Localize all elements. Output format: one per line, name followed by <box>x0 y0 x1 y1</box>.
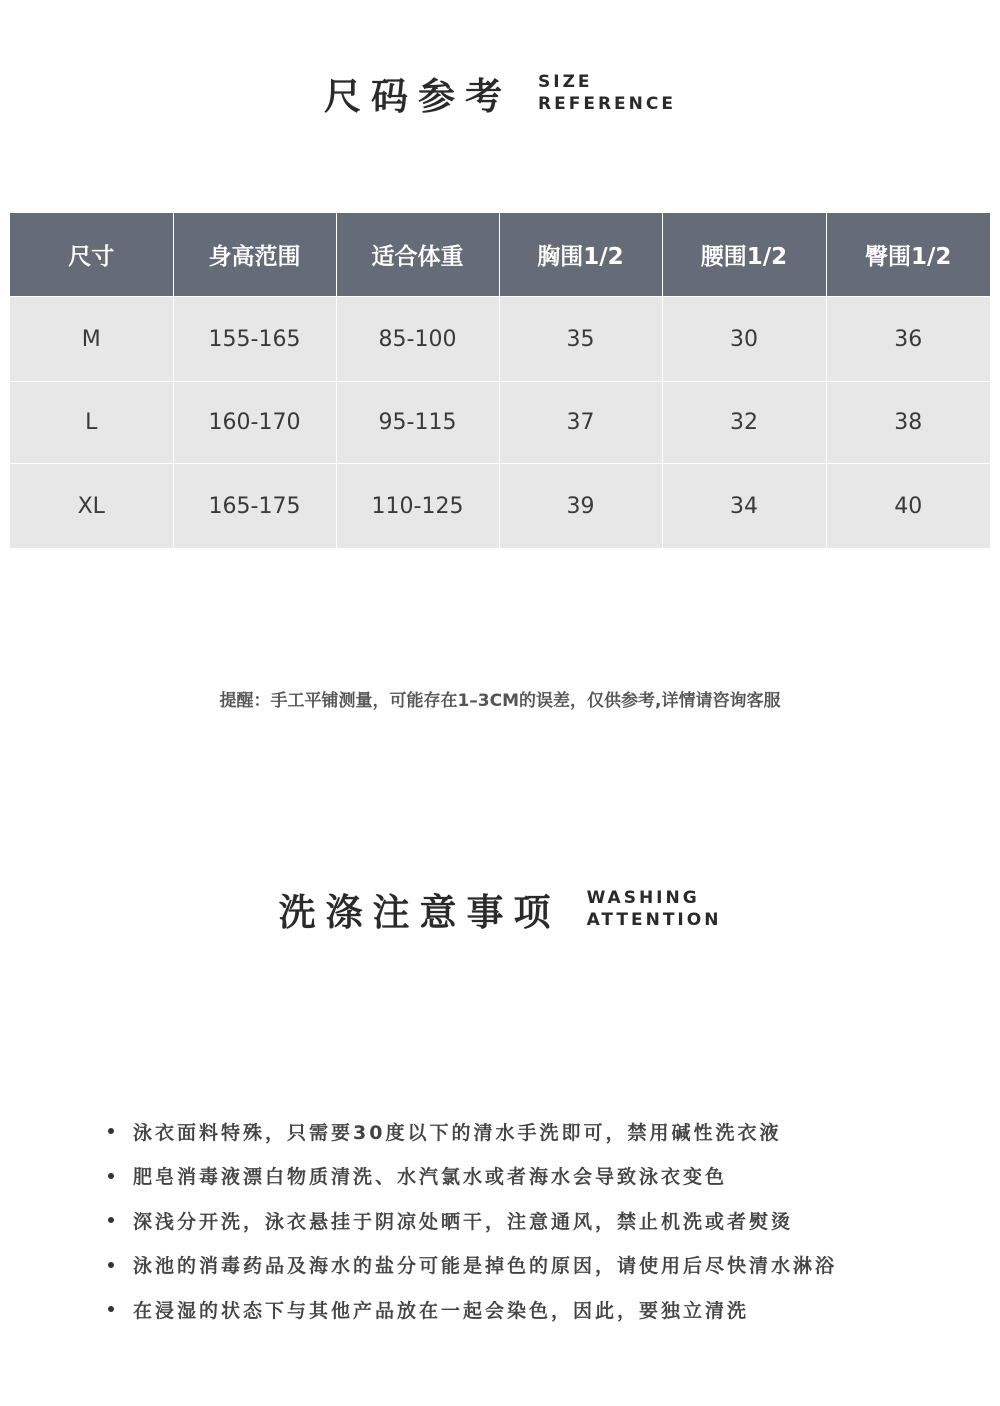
cell-bust: 35 <box>499 297 662 382</box>
wash-item-text: 泳池的消毒药品及海水的盐分可能是掉色的原因，请使用后尽快清水淋浴 <box>133 1255 838 1277</box>
cell-height-range: 165-175 <box>173 464 336 549</box>
header-hip: 臀围1/2 <box>826 213 990 297</box>
measurement-reminder: 提醒：手工平铺测量，可能存在1–3CM的误差，仅供参考,详情请咨询客服 <box>219 691 781 711</box>
header-weight: 适合体重 <box>336 213 499 297</box>
cell-weight: 85-100 <box>336 297 499 382</box>
cell-waist: 30 <box>662 297 826 382</box>
size-reference-title <box>0 66 1000 120</box>
washing-instructions-list <box>108 1116 837 1339</box>
list-item <box>108 1294 837 1324</box>
bullet-dot-icon <box>108 1306 114 1312</box>
header-height-range: 身高范围 <box>173 213 336 297</box>
cell-waist: 32 <box>662 382 826 464</box>
washing-attention-title <box>0 882 1000 936</box>
wash-title-en-line1: WASHING <box>586 888 700 908</box>
table-row <box>10 464 990 549</box>
cell-size: M <box>10 297 173 382</box>
cell-weight: 110-125 <box>336 464 499 549</box>
cell-hip: 36 <box>826 297 990 382</box>
wash-title-en <box>587 887 722 931</box>
cell-bust: 37 <box>499 382 662 464</box>
wash-item-text: 泳衣面料特殊，只需要30度以下的清水手洗即可，禁用碱性洗衣液 <box>133 1121 782 1144</box>
table-row <box>10 382 990 464</box>
cell-size: L <box>10 382 173 464</box>
list-item <box>108 1116 837 1146</box>
header-bust: 胸围1/2 <box>499 213 662 297</box>
cell-height-range: 160-170 <box>173 382 336 464</box>
bullet-dot-icon <box>108 1173 114 1179</box>
size-title-en-line1: SIZE <box>538 72 593 92</box>
wash-item-text: 在浸湿的状态下与其他产品放在一起会染色，因此，要独立清洗 <box>133 1299 750 1322</box>
size-title-cn: 尺码参考 <box>324 75 513 118</box>
list-item <box>108 1250 837 1280</box>
cell-hip: 38 <box>826 382 990 464</box>
bullet-dot-icon <box>108 1262 114 1268</box>
size-title-en-line2: REFERENCE <box>538 94 676 114</box>
cell-waist: 34 <box>662 464 826 549</box>
bullet-dot-icon <box>108 1217 114 1223</box>
cell-height-range: 155-165 <box>173 297 336 382</box>
bullet-dot-icon <box>108 1128 114 1134</box>
wash-item-text: 深浅分开洗，泳衣悬挂于阴凉处晒干，注意通风，禁止机洗或者熨烫 <box>133 1210 794 1233</box>
cell-hip: 40 <box>826 464 990 549</box>
list-item <box>108 1161 837 1191</box>
header-waist: 腰围1/2 <box>662 213 826 297</box>
header-size: 尺寸 <box>10 213 173 297</box>
wash-title-en-line2: ATTENTION <box>586 910 722 930</box>
size-title-en <box>538 71 676 115</box>
list-item <box>108 1205 837 1235</box>
size-table <box>10 213 990 548</box>
cell-bust: 39 <box>499 464 662 549</box>
wash-title-cn: 洗涤注意事项 <box>278 891 561 934</box>
size-table-header-row <box>10 213 990 297</box>
cell-size: XL <box>10 464 173 549</box>
cell-weight: 95-115 <box>336 382 499 464</box>
table-row <box>10 297 990 382</box>
wash-item-text: 肥皂消毒液漂白物质清洗、水汽氯水或者海水会导致泳衣变色 <box>133 1166 728 1188</box>
